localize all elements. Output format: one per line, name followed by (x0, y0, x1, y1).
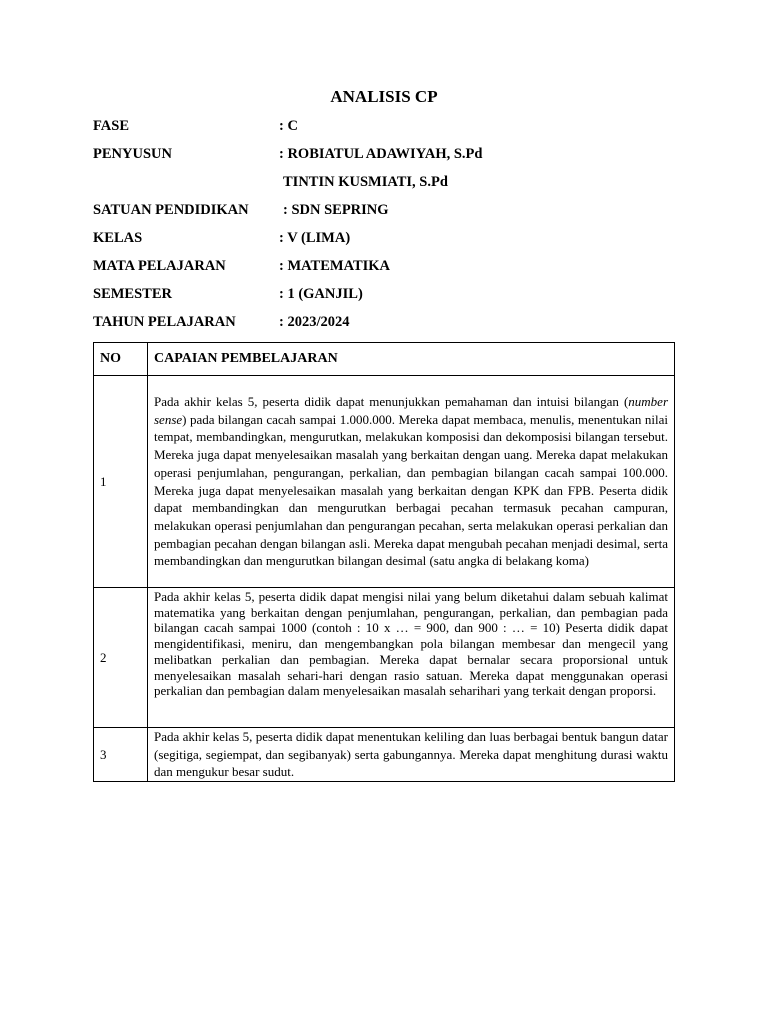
tahun-pelajaran-value: : 2023/2024 (279, 314, 350, 330)
capaian-pembelajaran-table (93, 342, 675, 782)
kelas-label: KELAS (93, 230, 143, 246)
row-number: 2 (94, 588, 148, 728)
row-text-italic: number sense (154, 393, 668, 427)
penyusun-value-2: TINTIN KUSMIATI, S.Pd (283, 174, 448, 190)
mata-pelajaran-value: : MATEMATIKA (279, 258, 391, 274)
semester-label: SEMESTER (93, 286, 172, 302)
header-no: NO (94, 343, 148, 376)
row-text: Pada akhir kelas 5, peserta didik dapat mengisi nilai yang belum diketahui dalam sebuah kalimat matematika yang berkaitan dengan penjumlahan, pengurangan, perkalian, dan pembagian pada bilangan cacah sampai 1000 (contoh : 10 x … = 900, dan 900 : … = 10) Peserta didik dapat mengidentifikasi, meniru, dan mengembangkan pola bilangan membesar dan mengecil yang melibatkan perkalian dan pembagian. Mereka dapat bernalar secara proporsional untuk menyelesaikan masalah sehari-hari dengan rasio satuan. Mereka dapat menggunakan operasi perkalian dan pembagian dalam menyelesaikan masalah seharihari yang terkait dengan proporsi. (148, 588, 675, 728)
kelas-value: : V (LIMA) (279, 230, 351, 246)
row-text-part: ) pada bilangan cacah sampai 1.000.000. Mereka dapat membaca, menulis, menentukan nilai tempat, membandingkan, mengurutkan, melakukan komposisi dan dekomposisi bilangan tersebut. Mereka juga dapat menyelesaikan masalah yang berkaitan dengan uang. Mereka dapat melakukan operasi penjumlahan, pengurangan, perkalian, dan pembagian bilangan cacah sampai 100.000. Mereka juga dapat menyelesaikan masalah yang berkaitan dengan KPK dan FPB. Peserta didik dapat membandingkan dan mengurutkan berbagai pecahan termasuk pecahan campuran, melakukan operasi penjumlahan dan pengurangan pecahan, serta melakukan operasi perkalian dan pembagian pecahan dengan bilangan asli. Mereka dapat mengubah pecahan menjadi desimal, serta membandingkan dan mengurutkan bilangan desimal (satu angka di belakang koma) (154, 411, 668, 569)
row-text (148, 376, 675, 588)
penyusun-label: PENYUSUN (93, 146, 172, 162)
document-title: ANALISIS CP (330, 87, 438, 106)
header-capaian-pembelajaran: CAPAIAN PEMBELAJARAN (148, 343, 675, 376)
satuan-pendidikan-value: : SDN SEPRING (283, 202, 389, 218)
fase-value: : C (279, 118, 298, 134)
table-row (94, 728, 675, 782)
semester-value: : 1 (GANJIL) (279, 286, 363, 302)
tahun-pelajaran-label: TAHUN PELAJARAN (93, 314, 236, 330)
satuan-pendidikan-label: SATUAN PENDIDIKAN (93, 202, 249, 218)
table-row (94, 376, 675, 588)
penyusun-value-1: : ROBIATUL ADAWIYAH, S.Pd (279, 146, 483, 162)
row-text-part: Pada akhir kelas 5, peserta didik dapat menunjukkan pemahaman dan intuisi bilangan ( (154, 393, 629, 409)
table-header-row (94, 343, 675, 376)
mata-pelajaran-label: MATA PELAJARAN (93, 258, 226, 274)
row-number: 3 (94, 728, 148, 782)
row-number: 1 (94, 376, 148, 588)
fase-label: FASE (93, 118, 129, 134)
table-row (94, 588, 675, 728)
row-text: Pada akhir kelas 5, peserta didik dapat menentukan keliling dan luas berbagai bentuk bangun datar (segitiga, segiempat, dan segibanyak) serta gabungannya. Mereka dapat menghitung durasi waktu dan mengukur besar sudut. (148, 728, 675, 782)
